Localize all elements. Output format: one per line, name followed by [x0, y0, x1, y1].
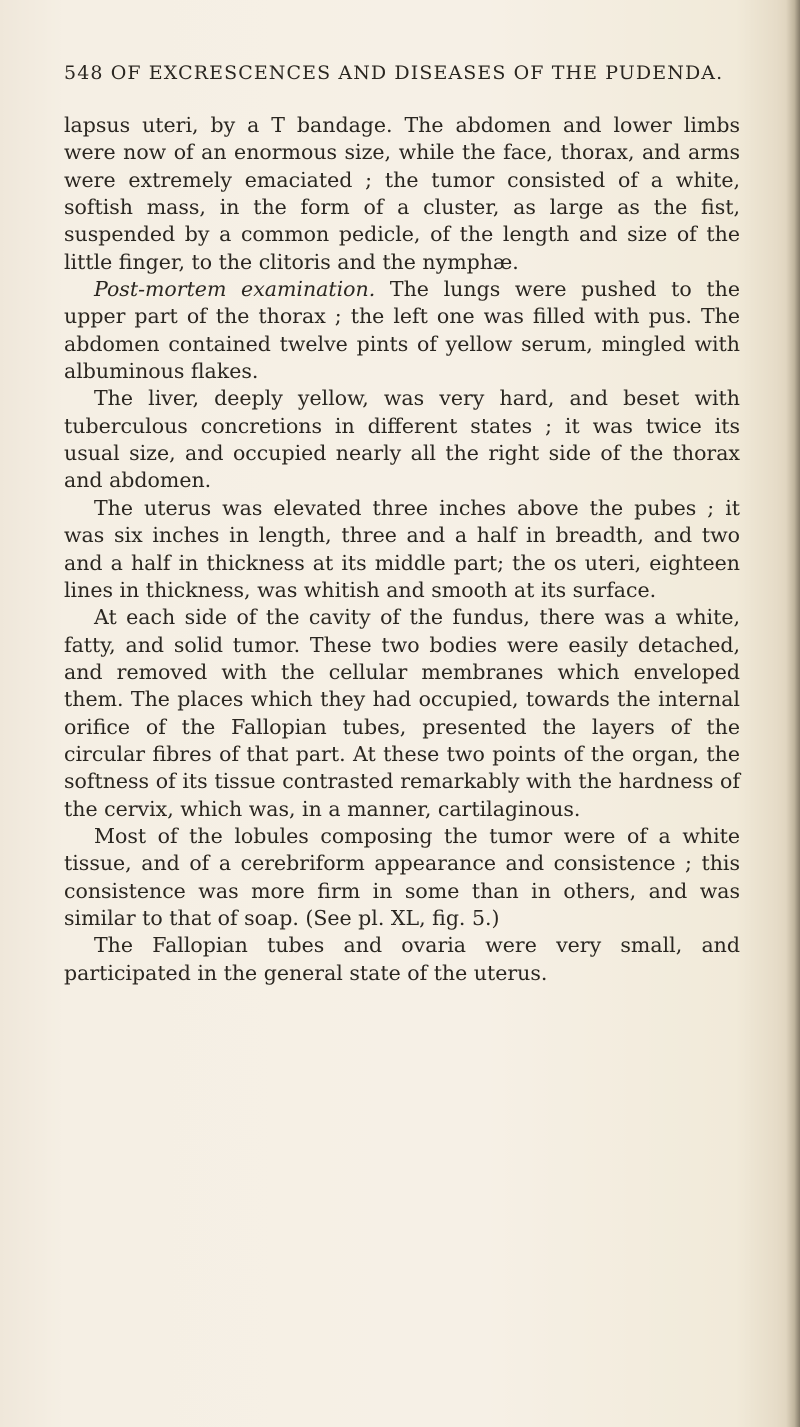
paragraph-6-text: Most of the lobules composing the tumor were of a white tissue, and of a cerebriform appearance and consistence ; this consistence was more firm in some than in others, and was similar to that of soap. (See pl. XL, fig. 5.)	[64, 823, 740, 930]
paragraph-2-text: The lungs were pushed to the upper part of the thorax ; the left one was filled with pus. The abdomen contained twelve pints of yellow serum, mingled with albuminous flakes.	[64, 277, 740, 384]
paragraph-7	[64, 932, 740, 987]
paragraph-7-text: The Fallopian tubes and ovaria were very small, and participated in the general state of the uterus.	[64, 933, 740, 985]
paragraph-3-text: The liver, deeply yellow, was very hard, and beset with tuberculous concretions in different states ; it was twice its usual size, and occupied nearly all the right side of the thorax and abdomen.	[64, 386, 740, 493]
post-mortem-heading: Post-mortem examination.	[94, 277, 376, 302]
paragraph-5	[64, 604, 740, 823]
paragraph-6	[64, 823, 740, 932]
body-text	[64, 112, 740, 987]
paragraph-4	[64, 495, 740, 604]
paragraph-1	[64, 112, 740, 276]
paragraph-3	[64, 385, 740, 494]
paragraph-4-text: The uterus was elevated three inches above the pubes ; it was six inches in length, three and a half in breadth, and two and a half in thickness at its middle part; the os uteri, eighteen lines in thickness, was whitish and smooth at its surface.	[64, 495, 740, 602]
paragraph-2	[64, 276, 740, 385]
paragraph-5-text: At each side of the cavity of the fundus, there was a white, fatty, and solid tumor. These two bodies were easily detached, and removed with the cellular membranes which enveloped them. The places which they had occupied, towards the internal orifice of the Fallopian tubes, presented the layers of the circular fibres of that part. At these two points of the organ, the softness of its tissue contrasted remarkably with the hardness of the cervix, which was, in a manner, cartilaginous.	[64, 605, 740, 821]
running-head: 548 OF EXCRESCENCES AND DISEASES OF THE PUDENDA.	[64, 62, 724, 84]
paragraph-1-text: lapsus uteri, by a T bandage. The abdomen and lower limbs were now of an enormous size, while the face, thorax, and arms were extremely emaciated ; the tumor consisted of a white, softish mass, in the form of a cluster, as large as the fist, suspended by a common pedicle, of the length and size of the little finger, to the clitoris and the nymphæ.	[64, 113, 740, 274]
page-edge-shadow	[786, 0, 800, 1427]
